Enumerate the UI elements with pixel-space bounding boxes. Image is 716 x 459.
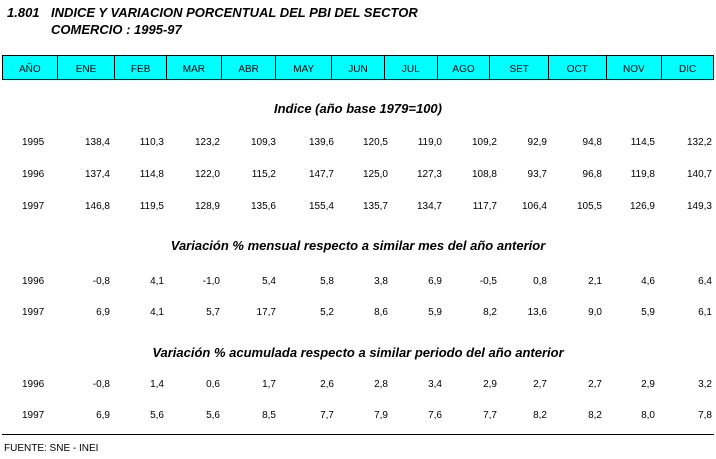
source-note: FUENTE: SNE - INEI (4, 443, 99, 454)
table-cell: 13,6 (527, 307, 547, 318)
table-cell: 106,4 (521, 201, 547, 212)
table-cell: 147,7 (308, 169, 334, 180)
table-cell: 5,2 (320, 307, 334, 318)
table-cell: 149,3 (686, 201, 712, 212)
table-cell: 117,7 (472, 201, 497, 212)
row-year: 1997 (22, 307, 45, 318)
table-cell: -1,0 (202, 276, 220, 287)
column-header-5: MAY (276, 56, 332, 79)
table-title (7, 4, 418, 38)
table-cell: 122,0 (194, 169, 220, 180)
table-cell: 94,8 (582, 137, 602, 148)
section-title-1: Variación % mensual respecto a similar mes del año anterior (170, 238, 546, 253)
table-cell: 8,6 (374, 307, 388, 318)
table-cell: 5,9 (428, 307, 442, 318)
table-row (0, 169, 716, 183)
table-cell: 2,9 (483, 379, 497, 390)
table-cell: 128,9 (194, 201, 220, 212)
table-cell: 139,6 (308, 137, 334, 148)
table-row (0, 276, 716, 290)
table-cell: 5,7 (206, 307, 220, 318)
table-cell: 127,3 (416, 169, 442, 180)
table-cell: 5,6 (150, 410, 164, 421)
column-header-8: AGO (438, 56, 491, 79)
table-cell: 17,7 (256, 307, 276, 318)
title-line-2: COMERCIO : 1995-97 (51, 22, 182, 37)
table-cell: 126,9 (629, 201, 655, 212)
table-cell: 2,7 (533, 379, 547, 390)
table-cell: 119,8 (630, 169, 655, 180)
table-cell: 8,2 (483, 307, 497, 318)
table-row (0, 137, 716, 151)
table-cell: 135,6 (250, 201, 276, 212)
table-cell: 2,6 (320, 379, 334, 390)
table-cell: 105,5 (576, 201, 602, 212)
table-cell: 8,2 (533, 410, 547, 421)
section-title-0: Indice (año base 1979=100) (273, 101, 442, 116)
table-row (0, 410, 716, 424)
table-cell: 3,8 (374, 276, 388, 287)
table-cell: 6,4 (698, 276, 712, 287)
column-header-11: NOV (607, 56, 663, 79)
table-cell: 0,6 (206, 379, 220, 390)
table-cell: -0,8 (92, 379, 110, 390)
table-cell: 119,5 (139, 201, 164, 212)
table-cell: 110,3 (139, 137, 164, 148)
bottom-rule (2, 434, 714, 435)
column-header-7: JUL (385, 56, 438, 79)
table-cell: 96,8 (582, 169, 602, 180)
column-header-6: JUN (332, 56, 385, 79)
table-cell: 7,7 (320, 410, 334, 421)
table-cell: 155,4 (308, 201, 334, 212)
table-cell: -0,8 (92, 276, 110, 287)
table-cell: 92,9 (527, 137, 547, 148)
table-cell: 5,4 (262, 276, 276, 287)
table-cell: 4,6 (641, 276, 655, 287)
table-row (0, 379, 716, 393)
table-cell: 7,7 (483, 410, 497, 421)
table-cell: 9,0 (588, 307, 602, 318)
table-cell: 108,8 (471, 169, 497, 180)
table-cell: 4,1 (150, 307, 164, 318)
table-cell: 2,7 (588, 379, 602, 390)
column-header-bar (2, 55, 714, 80)
column-header-9: SET (490, 56, 549, 79)
row-year: 1996 (22, 169, 45, 180)
table-cell: 3,4 (428, 379, 442, 390)
title-line-1: INDICE Y VARIACION PORCENTUAL DEL PBI DEL SECTOR (51, 5, 418, 20)
table-cell: 3,2 (698, 379, 712, 390)
table-cell: 137,4 (84, 169, 110, 180)
table-cell: 146,8 (84, 201, 110, 212)
table-cell: 132,2 (686, 137, 712, 148)
table-cell: 5,6 (206, 410, 220, 421)
table-cell: 119,0 (417, 137, 442, 148)
table-cell: 109,3 (250, 137, 276, 148)
row-year: 1996 (22, 276, 45, 287)
table-cell: 7,9 (374, 410, 388, 421)
row-year: 1997 (22, 410, 45, 421)
table-cell: 8,5 (262, 410, 276, 421)
table-cell: 114,5 (630, 137, 655, 148)
table-cell: 1,4 (150, 379, 164, 390)
table-cell: 135,7 (362, 201, 388, 212)
table-cell: 4,1 (150, 276, 164, 287)
row-year: 1996 (22, 379, 45, 390)
table-cell: 7,6 (428, 410, 442, 421)
table-cell: 138,4 (84, 137, 110, 148)
column-header-4: ABR (222, 56, 277, 79)
table-cell: 7,8 (698, 410, 712, 421)
table-cell: 6,9 (428, 276, 442, 287)
table-cell: -0,5 (479, 276, 497, 287)
row-year: 1995 (22, 137, 45, 148)
table-cell: 123,2 (194, 137, 220, 148)
table-row (0, 201, 716, 215)
table-cell: 125,0 (362, 169, 388, 180)
table-cell: 6,1 (698, 307, 712, 318)
table-cell: 8,2 (588, 410, 602, 421)
table-cell: 2,9 (641, 379, 655, 390)
column-header-12: DIC (678, 63, 697, 75)
table-cell: 2,8 (374, 379, 388, 390)
table-cell: 6,9 (96, 307, 110, 318)
table-cell: 6,9 (96, 410, 110, 421)
table-cell: 93,7 (527, 169, 547, 180)
table-cell: 120,5 (362, 137, 388, 148)
table-cell: 114,8 (139, 169, 164, 180)
table-number: 1.801 (7, 5, 40, 20)
row-year: 1997 (22, 201, 45, 212)
table-cell: 5,8 (320, 276, 334, 287)
table-cell: 109,2 (471, 137, 497, 148)
column-header-3: MAR (167, 56, 222, 79)
table-row (0, 307, 716, 321)
column-header-2: FEB (115, 56, 167, 79)
table-cell: 1,7 (262, 379, 276, 390)
table-cell: 5,9 (641, 307, 655, 318)
table-cell: 0,8 (533, 276, 547, 287)
table-cell: 8,0 (641, 410, 655, 421)
table-cell: 2,1 (588, 276, 602, 287)
column-header-10: OCT (549, 56, 607, 79)
table-cell: 115,2 (251, 169, 276, 180)
column-header-0: AÑO (3, 56, 58, 79)
column-header-1: ENE (58, 56, 116, 79)
table-cell: 134,7 (416, 201, 442, 212)
table-cell: 140,7 (686, 169, 712, 180)
section-title-2: Variación % acumulada respecto a similar periodo del año anterior (152, 345, 564, 360)
